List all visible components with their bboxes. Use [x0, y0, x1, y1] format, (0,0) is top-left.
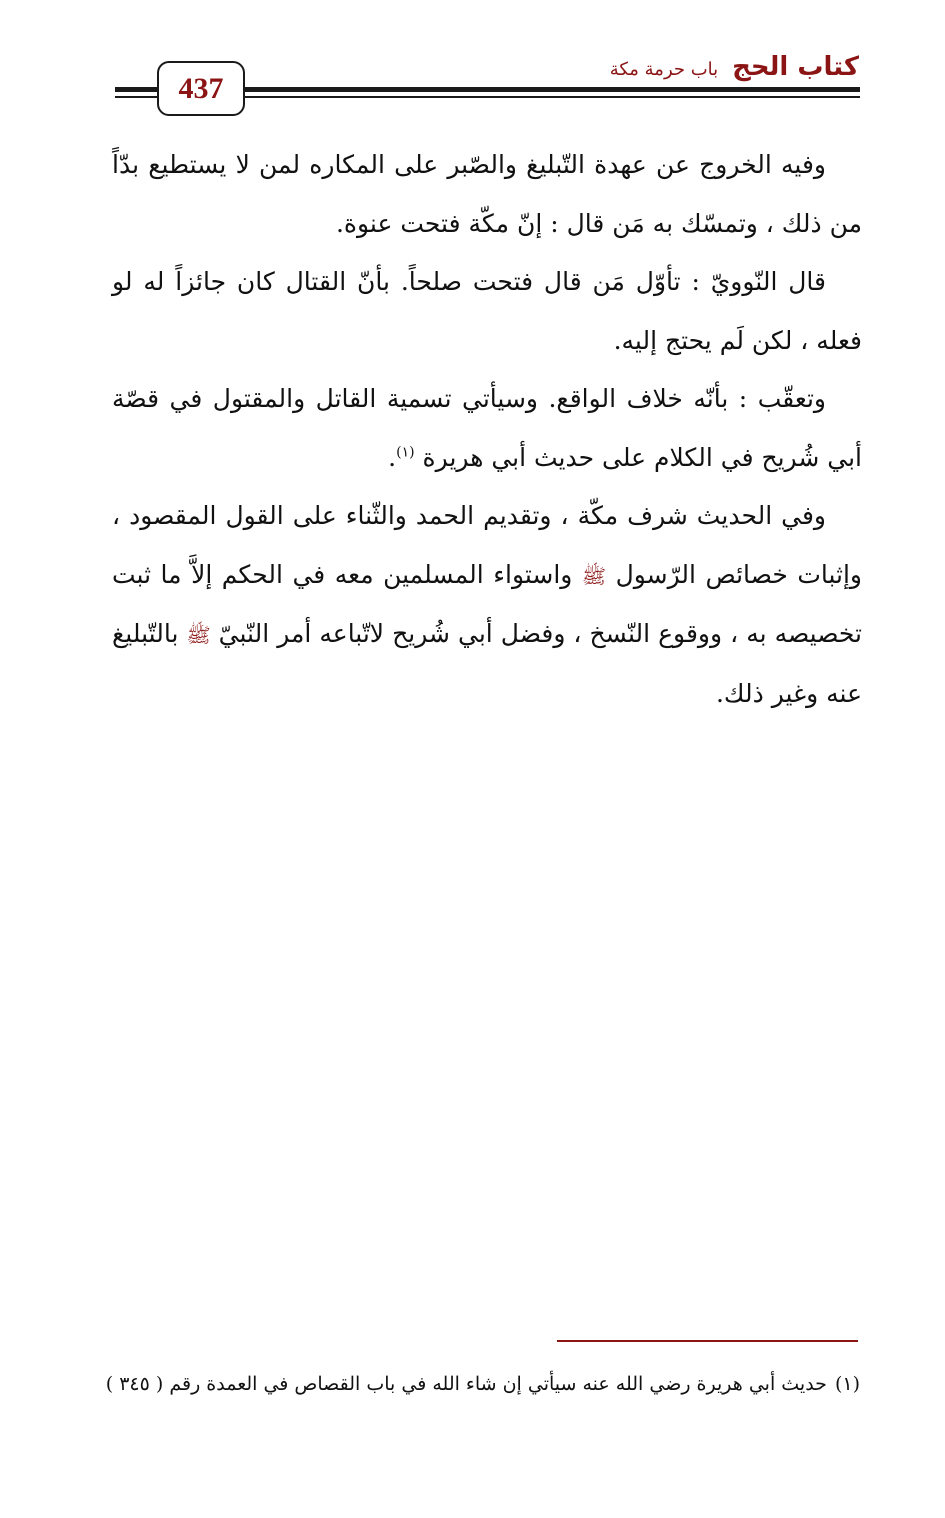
paragraph-3 — [112, 370, 862, 487]
paragraph-3-text: وتعقّب : بأنّه خلاف الواقع. وسيأتي تسمية القاتل والمقتول في قصّة أبي شُريح في الكلام على حديث أبي هريرة — [112, 384, 862, 472]
paragraph-3-end: . — [388, 442, 397, 472]
paragraph-2-text: قال النّوويّ : تأوّل مَن قال فتحت صلحاً. بأنّ القتال كان جائزاً له لو فعله ، لكن لَم يحتج إليه. — [112, 267, 862, 355]
main-text — [112, 136, 862, 723]
footnote-separator — [557, 1340, 858, 1342]
paragraph-4 — [112, 487, 862, 723]
paragraph-4-text-part2: واستواء المسلمين معه في الحكم إلاَّ ما ثبت تخصيصه به ، ووقوع النّسخ ، وفضل أبي شُريح لاتّباعه أمر النّبيّ — [112, 559, 862, 648]
page-number: 437 — [178, 71, 224, 105]
page-number-badge — [157, 61, 245, 116]
page-header — [0, 0, 945, 130]
paragraph-2 — [112, 253, 862, 370]
footnote-1-mark: (١) — [834, 1373, 860, 1395]
book-title: كتاب الحج — [732, 52, 859, 82]
salutation-icon: ﷺ — [581, 563, 607, 588]
paragraph-4-text-part1: وفي الحديث شرف مكّة ، وتقديم الحمد والثّناء على القول المقصود ، وإثبات خصائص الرّسول — [112, 501, 862, 589]
salutation-icon-2: ﷺ — [186, 623, 211, 647]
chapter-title: باب حرمة مكة — [609, 59, 719, 80]
running-head — [610, 52, 859, 82]
footnote-1-text: حديث أبي هريرة رضي الله عنه سيأتي إن شاء الله في باب القصاص في العمدة رقم ( ٣٤٥ ) — [105, 1373, 827, 1395]
paragraph-1 — [112, 136, 862, 253]
footnote-reference: (١) — [396, 444, 415, 461]
paragraph-1-text: وفيه الخروج عن عهدة التّبليغ والصّبر على المكاره لمن لا يستطيع بدّاً من ذلك ، وتمسّك به مَن قال : إنّ مكّة فتحت عنوة. — [112, 150, 862, 238]
footnotes — [105, 1366, 860, 1402]
paragraph-4-text-part3: بالتّبليغ عنه وغير ذلك. — [112, 619, 862, 708]
footnote-1 — [105, 1366, 860, 1402]
